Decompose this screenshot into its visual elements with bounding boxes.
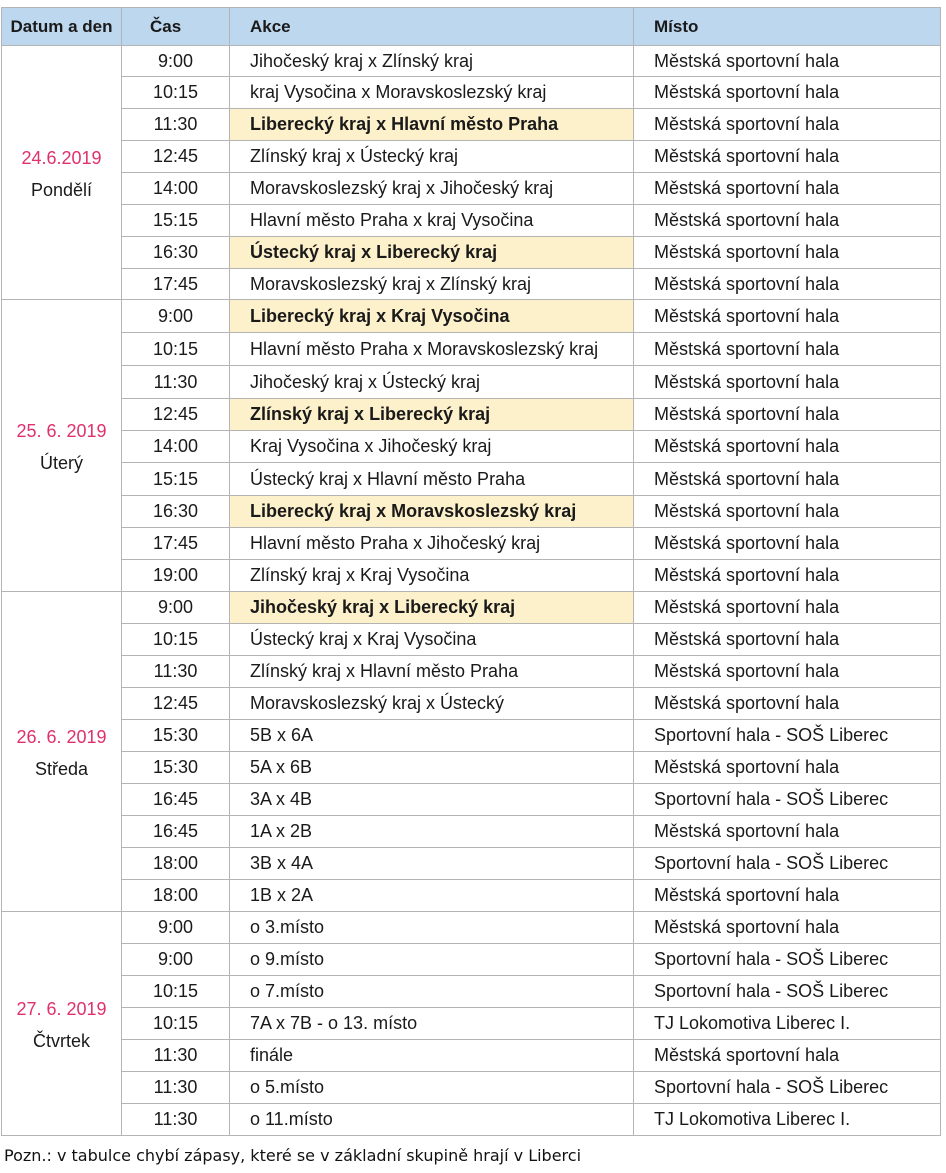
time-cell: 16:45 xyxy=(122,784,230,816)
table-row xyxy=(2,592,941,624)
table-row xyxy=(2,528,941,560)
place-cell: Městská sportovní hala xyxy=(634,528,941,560)
table-row xyxy=(2,300,941,333)
place-cell: TJ Lokomotiva Liberec I. xyxy=(634,1104,941,1136)
time-cell: 18:00 xyxy=(122,880,230,912)
event-cell-highlighted: Liberecký kraj x Hlavní město Praha xyxy=(230,109,634,141)
date-label: 24.6.2019 xyxy=(21,147,102,168)
event-cell: 3A x 4B xyxy=(230,784,634,816)
table-row xyxy=(2,237,941,269)
event-cell: Ústecký kraj x Kraj Vysočina xyxy=(230,624,634,656)
table-row xyxy=(2,46,941,77)
table-row xyxy=(2,269,941,300)
event-cell: Kraj Vysočina x Jihočeský kraj xyxy=(230,431,634,463)
event-cell-highlighted: Zlínský kraj x Liberecký kraj xyxy=(230,399,634,431)
event-cell-highlighted: Ústecký kraj x Liberecký kraj xyxy=(230,237,634,269)
place-cell: Městská sportovní hala xyxy=(634,269,941,300)
time-cell: 15:30 xyxy=(122,720,230,752)
event-cell: o 5.místo xyxy=(230,1072,634,1104)
place-cell: Městská sportovní hala xyxy=(634,46,941,77)
footnote: Pozn.: v tabulce chybí zápasy, které se v základní skupině hrají v Liberci xyxy=(4,1146,582,1165)
place-cell: Sportovní hala - SOŠ Liberec xyxy=(634,784,941,816)
event-cell: 1B x 2A xyxy=(230,880,634,912)
place-cell: Sportovní hala - SOŠ Liberec xyxy=(634,720,941,752)
place-cell: Městská sportovní hala xyxy=(634,624,941,656)
event-cell: Hlavní město Praha x Jihočeský kraj xyxy=(230,528,634,560)
event-cell: Moravskoslezský kraj x Ústecký xyxy=(230,688,634,720)
time-cell: 14:00 xyxy=(122,173,230,205)
event-cell: Zlínský kraj x Ústecký kraj xyxy=(230,141,634,173)
event-cell: o 3.místo xyxy=(230,912,634,944)
table-row xyxy=(2,1072,941,1104)
weekday-label: Pondělí xyxy=(30,179,93,200)
place-cell: Městská sportovní hala xyxy=(634,656,941,688)
time-cell: 10:15 xyxy=(122,333,230,366)
table-row xyxy=(2,656,941,688)
place-cell: Městská sportovní hala xyxy=(634,1040,941,1072)
time-cell: 17:45 xyxy=(122,269,230,300)
weekday-label: Úterý xyxy=(39,452,83,473)
place-cell: Městská sportovní hala xyxy=(634,431,941,463)
date-label: 25. 6. 2019 xyxy=(16,420,107,441)
place-cell: Městská sportovní hala xyxy=(634,912,941,944)
time-cell: 11:30 xyxy=(122,1104,230,1136)
place-cell: Městská sportovní hala xyxy=(634,237,941,269)
table-row xyxy=(2,784,941,816)
event-cell: Hlavní město Praha x Moravskoslezský kraj xyxy=(230,333,634,366)
time-cell: 17:45 xyxy=(122,528,230,560)
table-row xyxy=(2,912,941,944)
event-cell: Zlínský kraj x Hlavní město Praha xyxy=(230,656,634,688)
day-cell xyxy=(2,300,122,592)
date-label: 27. 6. 2019 xyxy=(16,998,107,1019)
table-row xyxy=(2,463,941,496)
table-row xyxy=(2,141,941,173)
day-cell xyxy=(2,592,122,912)
weekday-label: Čtvrtek xyxy=(32,1030,90,1051)
time-cell: 12:45 xyxy=(122,141,230,173)
time-cell: 14:00 xyxy=(122,431,230,463)
place-cell: Sportovní hala - SOŠ Liberec xyxy=(634,944,941,976)
table-row xyxy=(2,688,941,720)
event-cell-highlighted: Jihočeský kraj x Liberecký kraj xyxy=(230,592,634,624)
event-cell: Ústecký kraj x Hlavní město Praha xyxy=(230,463,634,496)
time-cell: 9:00 xyxy=(122,46,230,77)
event-cell: 7A x 7B - o 13. místo xyxy=(230,1008,634,1040)
weekday-label: Středa xyxy=(34,758,89,779)
time-cell: 16:30 xyxy=(122,237,230,269)
header-row xyxy=(2,8,941,46)
schedule-table xyxy=(1,7,941,1136)
time-cell: 15:30 xyxy=(122,752,230,784)
event-cell-highlighted: Liberecký kraj x Moravskoslezský kraj xyxy=(230,496,634,528)
time-cell: 11:30 xyxy=(122,656,230,688)
event-cell: Jihočeský kraj x Ústecký kraj xyxy=(230,366,634,399)
event-cell: Zlínský kraj x Kraj Vysočina xyxy=(230,560,634,592)
event-cell: o 9.místo xyxy=(230,944,634,976)
place-cell: Městská sportovní hala xyxy=(634,880,941,912)
time-cell: 11:30 xyxy=(122,1072,230,1104)
table-row xyxy=(2,173,941,205)
table-row xyxy=(2,560,941,592)
event-cell: o 7.místo xyxy=(230,976,634,1008)
table-row xyxy=(2,1040,941,1072)
place-cell: Městská sportovní hala xyxy=(634,399,941,431)
place-cell: Městská sportovní hala xyxy=(634,77,941,109)
time-cell: 9:00 xyxy=(122,944,230,976)
event-cell: kraj Vysočina x Moravskoslezský kraj xyxy=(230,77,634,109)
time-cell: 12:45 xyxy=(122,688,230,720)
place-cell: Městská sportovní hala xyxy=(634,560,941,592)
table-row xyxy=(2,944,941,976)
place-cell: Městská sportovní hala xyxy=(634,752,941,784)
place-cell: TJ Lokomotiva Liberec I. xyxy=(634,1008,941,1040)
place-cell: Městská sportovní hala xyxy=(634,463,941,496)
table-row xyxy=(2,848,941,880)
event-cell: 5B x 6A xyxy=(230,720,634,752)
day-cell xyxy=(2,912,122,1136)
place-cell: Městská sportovní hala xyxy=(634,366,941,399)
day-cell xyxy=(2,46,122,300)
place-cell: Městská sportovní hala xyxy=(634,141,941,173)
event-cell: finále xyxy=(230,1040,634,1072)
place-cell: Městská sportovní hala xyxy=(634,173,941,205)
time-cell: 15:15 xyxy=(122,463,230,496)
event-cell: 1A x 2B xyxy=(230,816,634,848)
table-row xyxy=(2,431,941,463)
time-cell: 15:15 xyxy=(122,205,230,237)
date-label: 26. 6. 2019 xyxy=(16,726,107,747)
place-cell: Městská sportovní hala xyxy=(634,816,941,848)
place-cell: Sportovní hala - SOŠ Liberec xyxy=(634,848,941,880)
event-cell: Jihočeský kraj x Zlínský kraj xyxy=(230,46,634,77)
table-row xyxy=(2,752,941,784)
header-time: Čas xyxy=(122,8,230,46)
table-row xyxy=(2,1008,941,1040)
time-cell: 19:00 xyxy=(122,560,230,592)
place-cell: Městská sportovní hala xyxy=(634,300,941,333)
table-row xyxy=(2,77,941,109)
place-cell: Sportovní hala - SOŠ Liberec xyxy=(634,976,941,1008)
time-cell: 11:30 xyxy=(122,109,230,141)
table-row xyxy=(2,333,941,366)
place-cell: Městská sportovní hala xyxy=(634,592,941,624)
header-date: Datum a den xyxy=(2,8,122,46)
place-cell: Městská sportovní hala xyxy=(634,688,941,720)
event-cell: 3B x 4A xyxy=(230,848,634,880)
place-cell: Městská sportovní hala xyxy=(634,109,941,141)
time-cell: 16:30 xyxy=(122,496,230,528)
table-row xyxy=(2,399,941,431)
table-row xyxy=(2,366,941,399)
event-cell: 5A x 6B xyxy=(230,752,634,784)
table-row xyxy=(2,720,941,752)
time-cell: 11:30 xyxy=(122,1040,230,1072)
time-cell: 10:15 xyxy=(122,976,230,1008)
table-row xyxy=(2,496,941,528)
time-cell: 18:00 xyxy=(122,848,230,880)
table-row xyxy=(2,816,941,848)
time-cell: 9:00 xyxy=(122,592,230,624)
time-cell: 10:15 xyxy=(122,624,230,656)
event-cell: Moravskoslezský kraj x Zlínský kraj xyxy=(230,269,634,300)
header-place: Místo xyxy=(634,8,941,46)
place-cell: Městská sportovní hala xyxy=(634,496,941,528)
event-cell: Hlavní město Praha x kraj Vysočina xyxy=(230,205,634,237)
event-cell: Moravskoslezský kraj x Jihočeský kraj xyxy=(230,173,634,205)
time-cell: 11:30 xyxy=(122,366,230,399)
table-row xyxy=(2,880,941,912)
place-cell: Sportovní hala - SOŠ Liberec xyxy=(634,1072,941,1104)
table-row xyxy=(2,1104,941,1136)
time-cell: 10:15 xyxy=(122,1008,230,1040)
time-cell: 16:45 xyxy=(122,816,230,848)
place-cell: Městská sportovní hala xyxy=(634,205,941,237)
time-cell: 12:45 xyxy=(122,399,230,431)
header-event: Akce xyxy=(230,8,634,46)
table-row xyxy=(2,976,941,1008)
event-cell-highlighted: Liberecký kraj x Kraj Vysočina xyxy=(230,300,634,333)
time-cell: 10:15 xyxy=(122,77,230,109)
event-cell: o 11.místo xyxy=(230,1104,634,1136)
table-row xyxy=(2,205,941,237)
time-cell: 9:00 xyxy=(122,300,230,333)
time-cell: 9:00 xyxy=(122,912,230,944)
place-cell: Městská sportovní hala xyxy=(634,333,941,366)
table-row xyxy=(2,624,941,656)
table-row xyxy=(2,109,941,141)
